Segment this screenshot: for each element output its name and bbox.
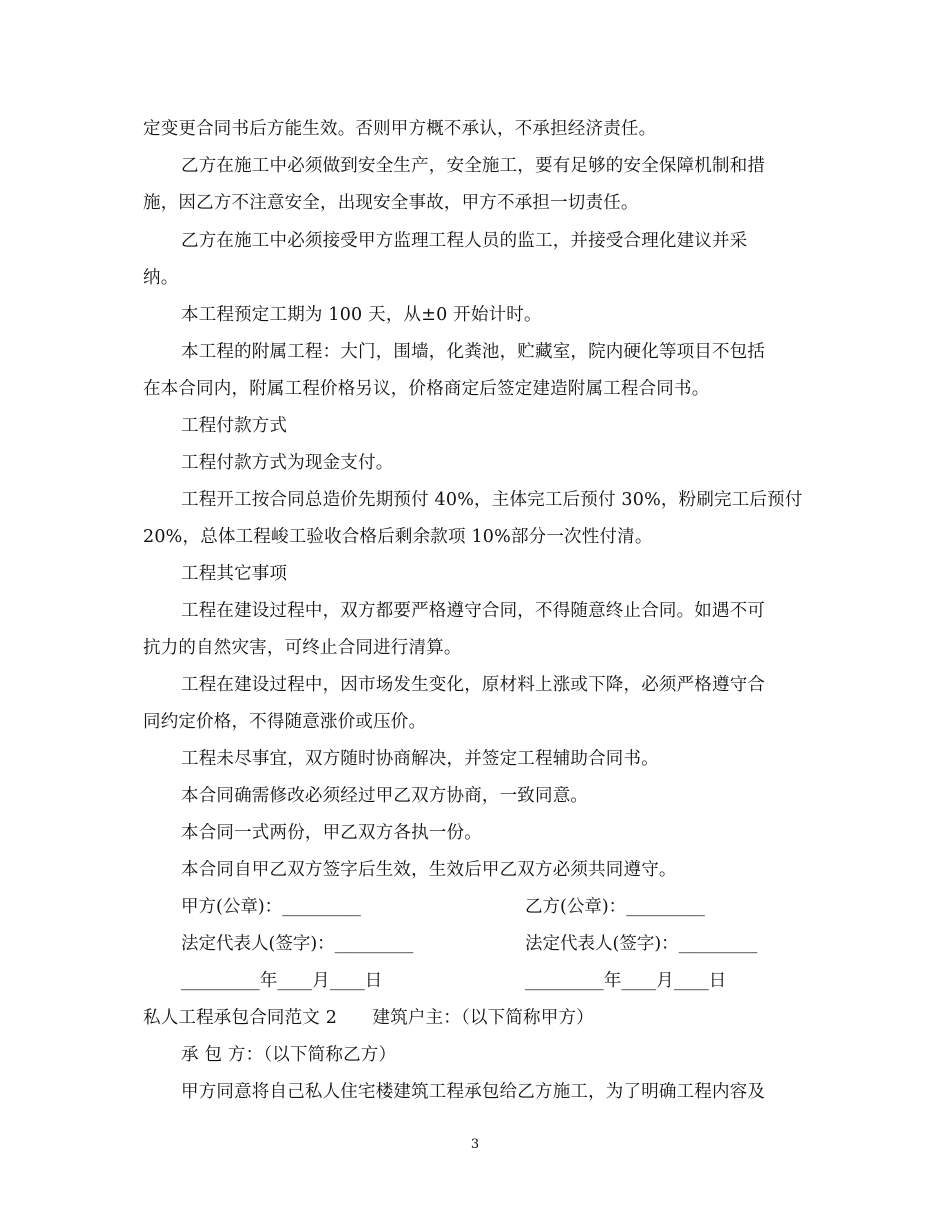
party-b-seal-field: 乙方(公章)：_________ — [525, 897, 705, 917]
paragraph-line: 20%，总体工程峻工验收合格后剩余款项 10%部分一次性付清。 — [143, 527, 653, 547]
paragraph-line: 乙方在施工中必须做到安全生产，安全施工，要有足够的安全保障机制和措 — [181, 156, 766, 176]
party-a-date-field: _________年____月____日 — [181, 971, 383, 991]
paragraph-line: 工程开工按合同总造价先期预付 40%，主体完工后预付 30%，粉刷完工后预付 — [181, 490, 803, 510]
paragraph-line: 同约定价格，不得随意涨价或压价。 — [143, 712, 427, 732]
paragraph-line: 甲方同意将自己私人住宅楼建筑工程承包给乙方施工，为了明确工程内容及 — [181, 1082, 766, 1102]
party-a-representative-field: 法定代表人(签字)：_________ — [181, 934, 414, 954]
section-heading: 工程付款方式 — [181, 416, 288, 436]
section-title: 私人工程承包合同范文 2 建筑户主：（以下简称甲方） — [143, 1008, 594, 1028]
party-b-representative-field: 法定代表人(签字)：_________ — [525, 934, 758, 954]
paragraph-line: 承 包 方：（以下简称乙方） — [181, 1045, 397, 1065]
page-number: 3 — [470, 1137, 480, 1152]
paragraph-line: 乙方在施工中必须接受甲方监理工程人员的监工，并接受合理化建议并采 — [181, 231, 748, 251]
paragraph-line: 定变更合同书后方能生效。否则甲方概不承认，不承担经济责任。 — [143, 119, 657, 139]
paragraph-line: 工程付款方式为现金支付。 — [181, 453, 394, 473]
paragraph-line: 施，因乙方不注意安全，出现安全事故，甲方不承担一切责任。 — [143, 193, 639, 213]
paragraph-line: 在本合同内，附属工程价格另议，价格商定后签定建造附属工程合同书。 — [143, 379, 710, 399]
paragraph-line: 工程在建设过程中，因市场发生变化，原材料上涨或下降，必须严格遵守合 — [181, 675, 766, 695]
paragraph-line: 工程未尽事宜，双方随时协商解决，并签定工程辅助合同书。 — [181, 749, 659, 769]
paragraph-line: 本合同确需修改必须经过甲乙双方协商，一致同意。 — [181, 786, 589, 806]
paragraph-line: 工程在建设过程中，双方都要严格遵守合同，不得随意终止合同。如遇不可 — [181, 601, 766, 621]
paragraph-line: 本合同自甲乙双方签字后生效，生效后甲乙双方必须共同遵守。 — [181, 860, 677, 880]
party-b-date-field: _________年____月____日 — [525, 971, 727, 991]
paragraph-line: 纳。 — [143, 268, 179, 288]
paragraph-line: 本工程的附属工程：大门，围墙，化粪池，贮藏室，院内硬化等项目不包括 — [181, 342, 766, 362]
section-heading: 工程其它事项 — [181, 564, 288, 584]
paragraph-line: 本工程预定工期为 100 天，从±0 开始计时。 — [181, 305, 542, 325]
paragraph-line: 抗力的自然灾害，可终止合同进行清算。 — [143, 638, 462, 658]
paragraph-line: 本合同一式两份，甲乙双方各执一份。 — [181, 823, 482, 843]
party-a-seal-field: 甲方(公章)：_________ — [181, 897, 361, 917]
